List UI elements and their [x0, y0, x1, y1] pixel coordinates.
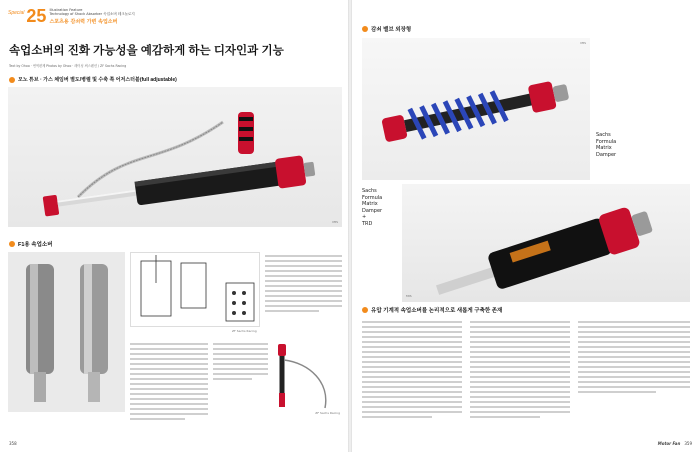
section2-heading	[9, 240, 53, 248]
body-text-col1	[130, 340, 208, 423]
right-footer	[658, 441, 692, 446]
section1-heading	[9, 76, 177, 83]
series-label: Special	[8, 10, 25, 16]
section1-heading-text: 모노 튜브 · 가스 체임버 별도/병렬 및 수축 쪽 어저스터블(full adjustable)	[18, 77, 177, 83]
trd-damper-illustration	[402, 184, 690, 302]
bullet-icon	[9, 77, 15, 83]
left-page-number: 358	[9, 441, 17, 446]
page-title: 속업소버의 진화 가능성을 예감하게 하는 디자인과 기능	[9, 45, 284, 57]
trd-photo-tag: MtS	[406, 294, 412, 298]
section2-heading-text: F1용 속업소버	[18, 242, 53, 248]
bullet-icon	[9, 241, 15, 247]
spring-damper-illustration	[362, 38, 590, 180]
label-dumper-line4: Damper	[596, 151, 617, 158]
body-text-col2	[213, 340, 268, 383]
right-page	[352, 0, 700, 452]
label-dumper-line3: Matrix	[596, 145, 612, 151]
article-col1	[362, 318, 462, 421]
caption-text-block	[265, 252, 342, 315]
label-dumper-line1: Sachs	[596, 132, 611, 138]
feature-en-line2: Technology of Shock Absorber	[49, 12, 103, 16]
right-section-heading-text: 감쇠 밸브 외장형	[371, 27, 412, 33]
diagram-caption: ZF Sachs Racing	[232, 329, 257, 333]
feature-kr-small: 속업소버 테크놀로지	[103, 12, 135, 16]
f1-shock-photo	[8, 252, 125, 412]
feature-en-block	[49, 8, 134, 25]
red-shock-caption: ZF Sachs Racing	[315, 411, 340, 415]
label-trd-line5: +	[362, 214, 367, 220]
damper-diagram	[130, 252, 260, 327]
issue-number: 25	[26, 6, 47, 26]
spring-damper-photo	[362, 38, 590, 180]
feature-subtitle: 스포츠용 감쇠력 가변 속업소버	[49, 19, 118, 25]
credits: Text by Ohoo · 번역편제 Photos by Ohoo · 레이싱 써스펜션 / ZF Sachs Racing	[9, 64, 127, 68]
article-col3	[578, 318, 690, 396]
label-trd-line2: Formula	[362, 194, 383, 201]
feature-header	[8, 7, 135, 25]
trd-damper-photo	[402, 184, 690, 302]
label-trd-line1: Sachs	[362, 188, 377, 194]
right-page-number: 359	[684, 441, 692, 446]
article-heading	[362, 306, 502, 314]
red-shock-photo	[270, 338, 342, 418]
magazine-name: Motor Fan	[657, 441, 681, 446]
article-col2	[470, 318, 570, 421]
left-page	[0, 0, 348, 452]
feature-en-line1: Illustration Feature	[49, 8, 83, 12]
label-dumper-line2: Formula	[596, 138, 617, 145]
schematic-drawing	[131, 253, 260, 327]
right-section-heading	[362, 25, 411, 33]
label-trd-line3: Matrix	[362, 201, 378, 207]
main-photo-tag: MtS	[332, 220, 338, 224]
spring-photo-tag: MtS	[580, 41, 586, 45]
article-heading-text: 유압 기계적 속업소버를 논리적으로 새롭게 구축한 존재	[371, 308, 503, 314]
bullet-icon	[362, 307, 368, 313]
main-shock-photo	[8, 87, 342, 227]
label-trd-line4: Damper	[362, 207, 383, 214]
label-trd-line6: TRD	[362, 220, 373, 227]
bullet-icon	[362, 26, 368, 32]
red-shock-illustration	[270, 338, 342, 418]
label-matrix-damper	[596, 132, 616, 158]
f1-shock-illustration	[8, 252, 125, 412]
shock-absorber-illustration	[8, 87, 342, 227]
label-trd	[362, 188, 382, 227]
